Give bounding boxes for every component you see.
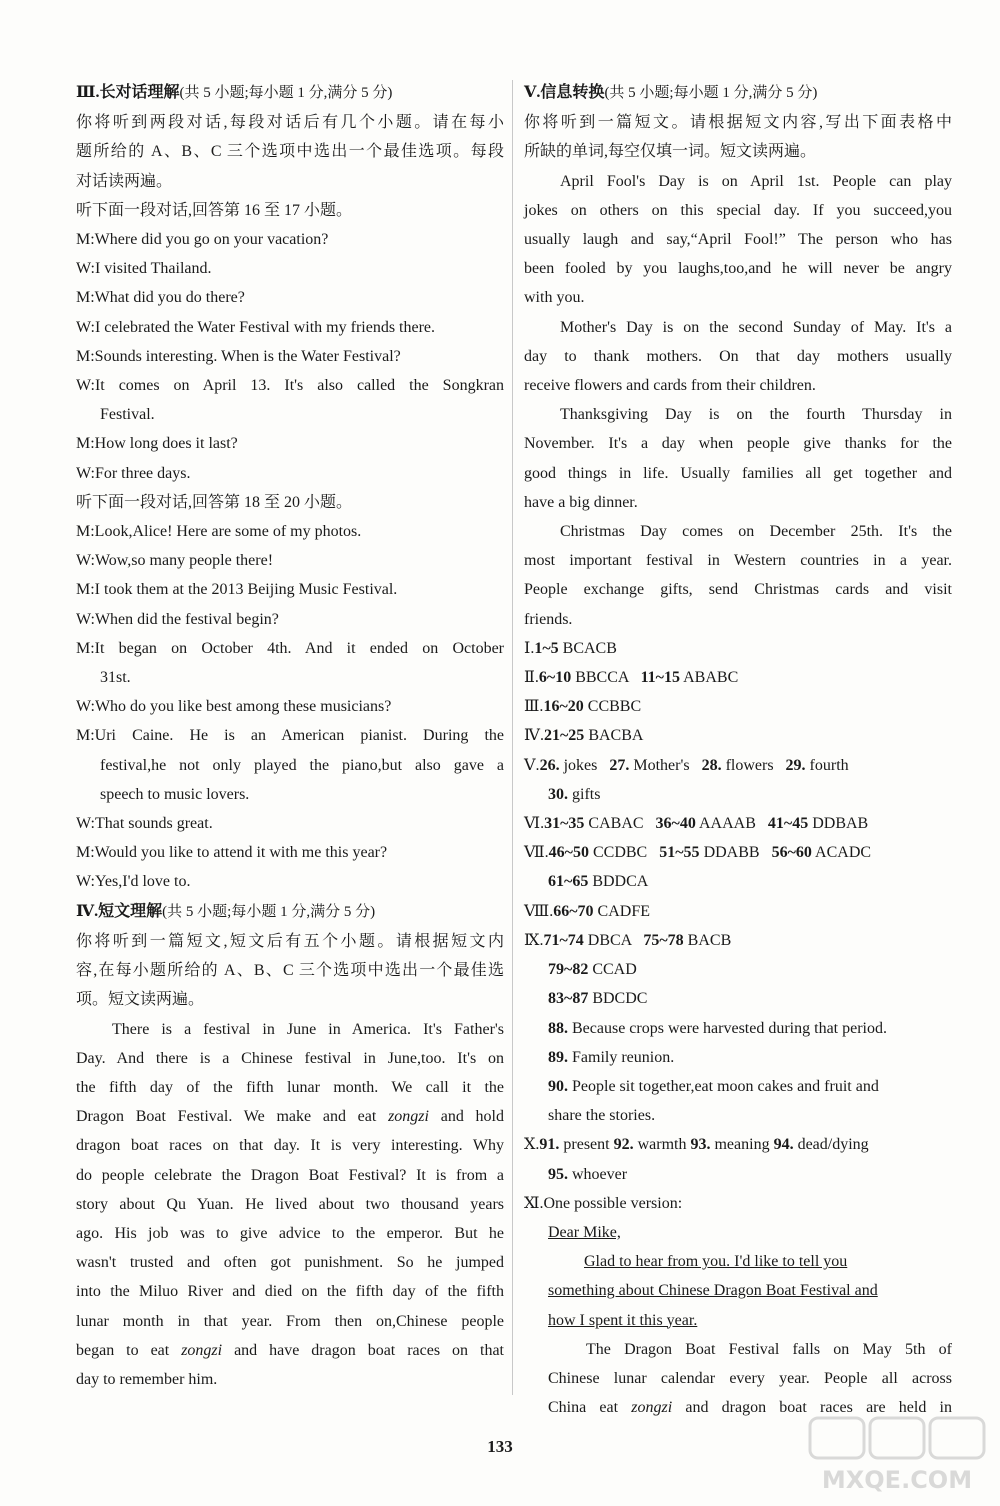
answer-line	[524, 838, 952, 867]
answer-line	[524, 751, 952, 780]
answer-section: Ⅶ.	[524, 844, 549, 862]
instruction-line: 题所给的 A、B、C 三个选项中选出一个最佳选项。每段	[76, 143, 504, 161]
dialogue-intro: 听下面一段对话,回答第 16 至 17 小题。	[76, 201, 353, 219]
dialogue-line: W:That sounds great.	[76, 815, 213, 833]
dialogue-line: M:I took them at the 2013 Beijing Music Festival.	[76, 581, 398, 599]
passage-line: with you.	[524, 289, 585, 307]
dialogue-line: W:I celebrated the Water Festival with my friends there.	[76, 318, 436, 336]
dialogue-line: speech to music lovers.	[100, 785, 250, 803]
passage-line: ago. His job was to give advice to the emperor. But he	[76, 1224, 504, 1242]
passage-line: day to thank mothers. On that day mothers usually	[524, 347, 952, 365]
answer-number: 88.	[548, 1019, 568, 1037]
answer-value: ACADC	[815, 844, 872, 862]
passage-line: been fooled by you laughs,too,and he will never be angry	[524, 260, 952, 278]
answer-line	[524, 1072, 952, 1101]
answer-number: 94.	[773, 1136, 794, 1154]
answer-value: AAAAB	[699, 815, 756, 833]
passage-line: receive flowers and cards from their children.	[524, 377, 816, 395]
answer-value: People sit together,eat moon cakes and fruit and	[572, 1077, 879, 1095]
answer-value: fourth	[809, 756, 849, 774]
answer-number: 27.	[609, 756, 630, 774]
answer-value: BACB	[687, 931, 732, 949]
page-number: 133	[487, 1437, 513, 1456]
answer-value: DDBAB	[812, 815, 869, 833]
section-number: Ⅳ.	[76, 902, 99, 920]
answer-value: whoever	[572, 1165, 628, 1183]
passage-line: Dragon Boat Festival. We make and eat zongzi and hold	[76, 1108, 505, 1126]
section-title: 短文理解	[98, 902, 163, 920]
dialogue-line: W:Wow,so many people there!	[76, 552, 274, 570]
answer-line	[524, 1160, 952, 1189]
answer-value: One possible version:	[543, 1194, 683, 1212]
dialogue-line: W:I visited Thailand.	[76, 260, 212, 278]
answer-section: Ⅰ.	[524, 639, 535, 657]
passage-line: the fifth day of the fifth lunar month. We call it the	[76, 1078, 504, 1096]
answer-line	[524, 692, 952, 721]
answer-number: 92.	[613, 1136, 634, 1154]
dialogue-line: M:How long does it last?	[76, 435, 238, 453]
answer-number: 21~25	[543, 727, 585, 745]
answer-section: Ⅴ.	[524, 756, 540, 774]
section-score: (共 5 小题;每小题 1 分,满分 5 分)	[162, 903, 376, 920]
section-4-heading	[76, 897, 504, 927]
answer-section: Ⅹ.	[524, 1136, 540, 1154]
dialogue-line: M:Where did you go on your vacation?	[76, 231, 329, 249]
passage-line: began to eat zongzi and have dragon boat races on that	[76, 1341, 505, 1359]
passage-line: Mother's Day is on the second Sunday of May. It's a	[560, 318, 952, 336]
dialogue-line: M:Would you like to attend it with me this year?	[76, 844, 388, 862]
column-divider	[512, 80, 513, 1395]
instruction-line: 你将听到一篇短文,短文后有五个小题。请根据短文内	[76, 932, 504, 950]
answer-value: present	[563, 1136, 610, 1154]
answer-value: jokes	[563, 756, 598, 774]
section-5-heading	[524, 78, 952, 108]
passage-line: Christmas Day comes on December 25th. It's the	[560, 523, 952, 541]
answer-line	[524, 926, 952, 955]
section-number: Ⅴ.	[524, 84, 541, 101]
answer-value: CABAC	[588, 815, 644, 833]
answer-value: CADFE	[597, 902, 650, 920]
answer-value: Because crops were harvested during that period.	[572, 1019, 887, 1037]
passage-line: most important festival in Western countries in a year.	[524, 552, 952, 570]
letter-text: Glad to hear from you. I'd like to tell you	[584, 1253, 848, 1271]
answer-value: gifts	[572, 785, 601, 803]
answer-line	[524, 955, 952, 984]
dialogue-line: M:Look,Alice! Here are some of my photos.	[76, 523, 362, 541]
answer-line	[524, 634, 952, 663]
section-score: (共 5 小题;每小题 1 分,满分 5 分)	[604, 85, 818, 101]
answer-value: CCDBC	[592, 844, 648, 862]
passage-line: good things in life. Usually families all get together and	[524, 464, 952, 482]
answer-number: 75~78	[643, 931, 684, 949]
answer-line	[524, 984, 952, 1013]
right-column	[524, 78, 952, 1422]
section-number: Ⅲ.	[76, 84, 100, 101]
answer-value: meaning	[714, 1136, 770, 1154]
answer-number: 28.	[701, 756, 722, 774]
passage-line: November. It's a day when people give thanks for the	[524, 435, 952, 453]
answer-line	[524, 663, 952, 692]
answer-number: 61~65	[548, 873, 589, 891]
dialogue-line: Festival.	[100, 406, 155, 424]
answer-number: 11~15	[640, 669, 680, 687]
passage-line: wasn't trusted and often got punishment. So he jumped	[76, 1254, 504, 1272]
passage-line: There is a festival in June in America. It's Father's	[112, 1020, 504, 1038]
answer-number: 71~74	[543, 931, 584, 949]
answer-number: 6~10	[538, 669, 572, 687]
answer-number: 26.	[539, 756, 560, 774]
answer-number: 31~35	[544, 815, 585, 833]
dialogue-line: M:What did you do there?	[76, 289, 245, 307]
svg-text:MXQE.COM: MXQE.COM	[821, 1466, 973, 1494]
left-column	[76, 78, 504, 1394]
answer-value: DDABB	[703, 844, 760, 862]
answer-number: 30.	[548, 785, 568, 803]
dialogue-line: W:Who do you like best among these musicians?	[76, 698, 392, 716]
passage-line: dragon boat races on that day. It is very interesting. Why	[76, 1137, 504, 1155]
answer-value: CCAD	[592, 961, 637, 979]
dialogue-line: W:When did the festival begin?	[76, 610, 279, 628]
answer-section: Ⅵ.	[524, 815, 545, 833]
answer-line	[524, 1189, 952, 1218]
answer-value: Mother's	[633, 756, 690, 774]
letter-line: China eat zongzi and dragon boat races are held in	[548, 1399, 952, 1417]
answer-line	[524, 809, 952, 838]
instruction-line: 项。短文读两遍。	[76, 991, 205, 1009]
answer-value: BCACB	[562, 639, 617, 657]
answer-line	[524, 1043, 952, 1072]
answer-section: Ⅷ.	[524, 902, 554, 920]
answer-number: 89.	[548, 1048, 568, 1066]
answer-number: 79~82	[548, 961, 589, 979]
passage-line: Day. And there is a Chinese festival in June,too. It's on	[76, 1049, 504, 1067]
answer-value: DBCA	[587, 931, 632, 949]
letter-text: something about Chinese Dragon Boat Festival and	[548, 1282, 878, 1300]
answer-value: BDDCA	[592, 873, 649, 891]
letter-greeting: Dear Mike,	[548, 1223, 621, 1241]
answer-number: 83~87	[548, 990, 589, 1008]
instruction-line: 容,在每小题所给的 A、B、C 三个选项中选出一个最佳选	[76, 962, 504, 980]
answer-number: 16~20	[543, 698, 584, 716]
dialogue-line: 31st.	[100, 669, 131, 687]
passage-line: have a big dinner.	[524, 493, 638, 511]
instruction-line: 对话读两遍。	[76, 172, 173, 190]
passage-line: into the Miluo River and died on the fifth day of the fifth	[76, 1283, 504, 1301]
answer-section: Ⅳ.	[524, 727, 544, 745]
section-3-heading	[76, 78, 504, 108]
passage-line: friends.	[524, 610, 573, 628]
passage-line: Thanksgiving Day is on the fourth Thursday in	[560, 406, 952, 424]
passage-line: story about Qu Yuan. He lived about two thousand years	[76, 1195, 504, 1213]
dialogue-line: M:Sounds interesting. When is the Water Festival?	[76, 347, 401, 365]
answer-number: 66~70	[553, 902, 594, 920]
instruction-line: 你将听到一篇短文。请根据短文内容,写出下面表格中	[524, 114, 952, 132]
answer-value: flowers	[725, 756, 774, 774]
answer-line	[524, 721, 952, 750]
answer-value: dead/dying	[797, 1136, 869, 1154]
passage-line: People exchange gifts, send Christmas cards and visit	[524, 581, 952, 599]
answer-number: 91.	[539, 1136, 560, 1154]
letter-line	[524, 1276, 952, 1305]
letter-line: Chinese lunar calendar every year. People all across	[548, 1369, 952, 1387]
answer-section: Ⅱ.	[524, 669, 539, 687]
letter-line	[524, 1306, 952, 1335]
answer-number: 46~50	[548, 844, 589, 862]
answer-value: BBCCA	[575, 669, 629, 687]
answer-number: 56~60	[771, 844, 812, 862]
answer-value: ABABC	[683, 669, 739, 687]
instruction-line: 所缺的单词,每空仅填一词。短文读两遍。	[524, 143, 817, 161]
passage-line: do people celebrate the Dragon Boat Festival? It is from a	[76, 1166, 504, 1184]
answer-value: Family reunion.	[572, 1048, 675, 1066]
instruction-line: 你将听到两段对话,每段对话后有几个小题。请在每小	[76, 114, 504, 132]
answer-line	[524, 780, 952, 809]
dialogue-line: M:Uri Caine. He is an American pianist. During the	[76, 727, 504, 745]
answer-value: BDCDC	[592, 990, 648, 1008]
answer-section: Ⅸ.	[524, 931, 544, 949]
section-score: (共 5 小题;每小题 1 分,满分 5 分)	[179, 85, 393, 101]
answer-line: share the stories.	[548, 1107, 656, 1125]
passage-line: day to remember him.	[76, 1370, 218, 1388]
answer-line	[524, 1130, 952, 1159]
dialogue-line: W:It comes on April 13. It's also called the Songkran	[76, 377, 504, 395]
answer-line	[524, 897, 952, 926]
answer-line	[524, 1014, 952, 1043]
dialogue-intro: 听下面一段对话,回答第 18 至 20 小题。	[76, 493, 353, 511]
watermark-logo-icon	[802, 1414, 992, 1500]
passage-line: jokes on others on this special day. If you succeed,you	[524, 201, 952, 219]
answer-number: 29.	[785, 756, 806, 774]
answer-value: BACBA	[588, 727, 644, 745]
answer-number: 51~55	[659, 844, 700, 862]
dialogue-line: festival,he not only played the piano,but also gave a	[100, 756, 504, 774]
letter-text: how I spent it this year.	[548, 1311, 698, 1329]
answer-line	[524, 867, 952, 896]
dialogue-line: M:It began on October 4th. And it ended on October	[76, 639, 504, 657]
answer-number: 90.	[548, 1077, 568, 1095]
answer-value: warmth	[637, 1136, 687, 1154]
letter-line	[524, 1247, 952, 1276]
answer-number: 95.	[548, 1165, 568, 1183]
answer-number: 1~5	[534, 639, 559, 657]
answer-section: Ⅺ.	[524, 1194, 544, 1212]
dialogue-line: W:For three days.	[76, 464, 191, 482]
passage-line: lunar month in that year. From then on,Chinese people	[76, 1312, 504, 1330]
section-title: 信息转换	[540, 84, 605, 101]
section-title: 长对话理解	[99, 84, 180, 101]
answer-number: 93.	[690, 1136, 711, 1154]
answer-number: 41~45	[767, 815, 809, 833]
passage-line: usually laugh and say,“April Fool!” The person who has	[524, 231, 952, 249]
answer-value: CCBBC	[587, 698, 642, 716]
letter-line: The Dragon Boat Festival falls on May 5th of	[586, 1340, 952, 1358]
answer-number: 36~40	[655, 815, 696, 833]
passage-line: April Fool's Day is on April 1st. People can play	[560, 172, 952, 190]
answer-section: Ⅲ.	[524, 698, 544, 716]
dialogue-line: W:Yes,I'd love to.	[76, 873, 191, 891]
